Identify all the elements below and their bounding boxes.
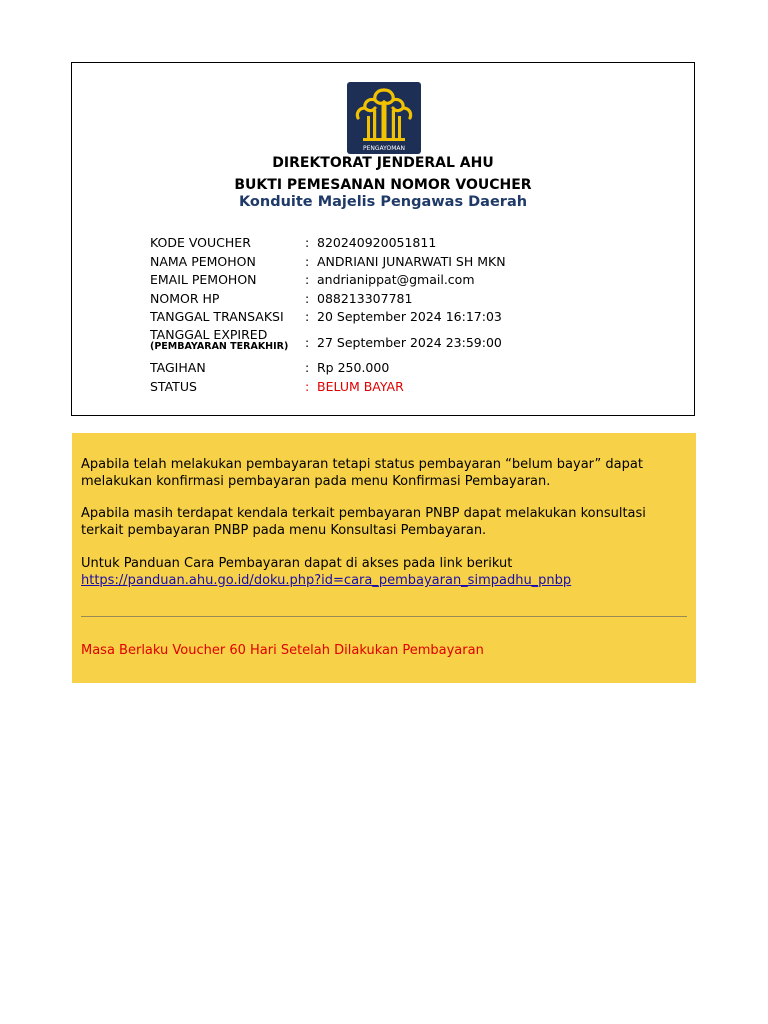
- label-nomor-hp: NOMOR HP: [150, 290, 220, 306]
- row-email-pemohon: [150, 272, 650, 290]
- value-tanggal-transaksi: 20 September 2024 16:17:03: [317, 309, 502, 324]
- notice-confirmation-paragraph: [81, 456, 681, 490]
- label-tanggal-transaksi: TANGGAL TRANSAKSI: [150, 309, 284, 324]
- separator: :: [305, 309, 310, 324]
- row-tanggal-transaksi: [150, 309, 650, 327]
- label-tanggal-expired: TANGGAL EXPIRED: [150, 327, 268, 342]
- row-kode-voucher: [150, 235, 650, 253]
- value-kode-voucher: 820240920051811: [317, 235, 437, 250]
- notice-text: Untuk Panduan Cara Pembayaran dapat di akses pada link berikut: [81, 556, 513, 571]
- payment-notice: [72, 433, 696, 683]
- separator: :: [305, 378, 310, 394]
- sublabel-pembayaran-terakhir: (PEMBAYARAN TERAKHIR): [150, 341, 289, 352]
- logo-text: PENGAYOMAN: [362, 145, 406, 152]
- separator: :: [305, 235, 310, 250]
- separator: :: [305, 360, 310, 375]
- notice-text: terkait pembayaran PNBP pada menu Konsultasi Pembayaran.: [81, 523, 487, 538]
- document-subtitle: Konduite Majelis Pengawas Daerah: [238, 194, 528, 210]
- payment-guide-link[interactable]: https://panduan.ahu.go.id/doku.php?id=cara_pembayaran_simpadhu_pnbp: [81, 573, 572, 588]
- row-tagihan: [150, 360, 650, 378]
- row-nomor-hp: [150, 291, 650, 309]
- row-status: [150, 379, 650, 397]
- label-kode-voucher: KODE VOUCHER: [150, 235, 251, 250]
- label-nama-pemohon: NAMA PEMOHON: [150, 253, 256, 269]
- divider: [81, 616, 687, 617]
- institution-title: DIREKTORAT JENDERAL AHU: [272, 155, 494, 171]
- notice-guide-paragraph: [81, 555, 681, 589]
- notice-text: Apabila masih terdapat kendala terkait pembayaran PNBP dapat melakukan konsultasi: [81, 506, 646, 521]
- notice-text: melakukan konfirmasi pembayaran pada menu Konfirmasi Pembayaran.: [81, 474, 551, 489]
- row-tanggal-expired: [150, 327, 650, 357]
- label-tagihan: TAGIHAN: [150, 360, 206, 375]
- value-nomor-hp: 088213307781: [317, 290, 413, 306]
- document-title: BUKTI PEMESANAN NOMOR VOUCHER: [234, 177, 532, 193]
- value-tagihan: Rp 250.000: [317, 360, 390, 375]
- voucher-validity-text: Masa Berlaku Voucher 60 Hari Setelah Dilakukan Pembayaran: [81, 643, 484, 658]
- value-tanggal-expired: 27 September 2024 23:59:00: [317, 335, 502, 350]
- separator: :: [305, 253, 310, 269]
- label-email-pemohon: EMAIL PEMOHON: [150, 272, 257, 287]
- label-status: STATUS: [150, 378, 197, 394]
- row-nama-pemohon: [150, 254, 650, 272]
- value-email-pemohon: andrianippat@gmail.com: [317, 272, 475, 287]
- voucher-card: [71, 62, 695, 416]
- status-badge: BELUM BAYAR: [317, 378, 404, 394]
- notice-text: Apabila telah melakukan pembayaran tetapi status pembayaran “belum bayar” dapat: [81, 457, 643, 472]
- separator: :: [305, 272, 310, 287]
- pengayoman-logo-icon: [347, 82, 421, 154]
- separator: :: [305, 335, 310, 350]
- notice-consultation-paragraph: [81, 505, 681, 539]
- separator: :: [305, 290, 310, 306]
- value-nama-pemohon: ANDRIANI JUNARWATI SH MKN: [317, 253, 506, 269]
